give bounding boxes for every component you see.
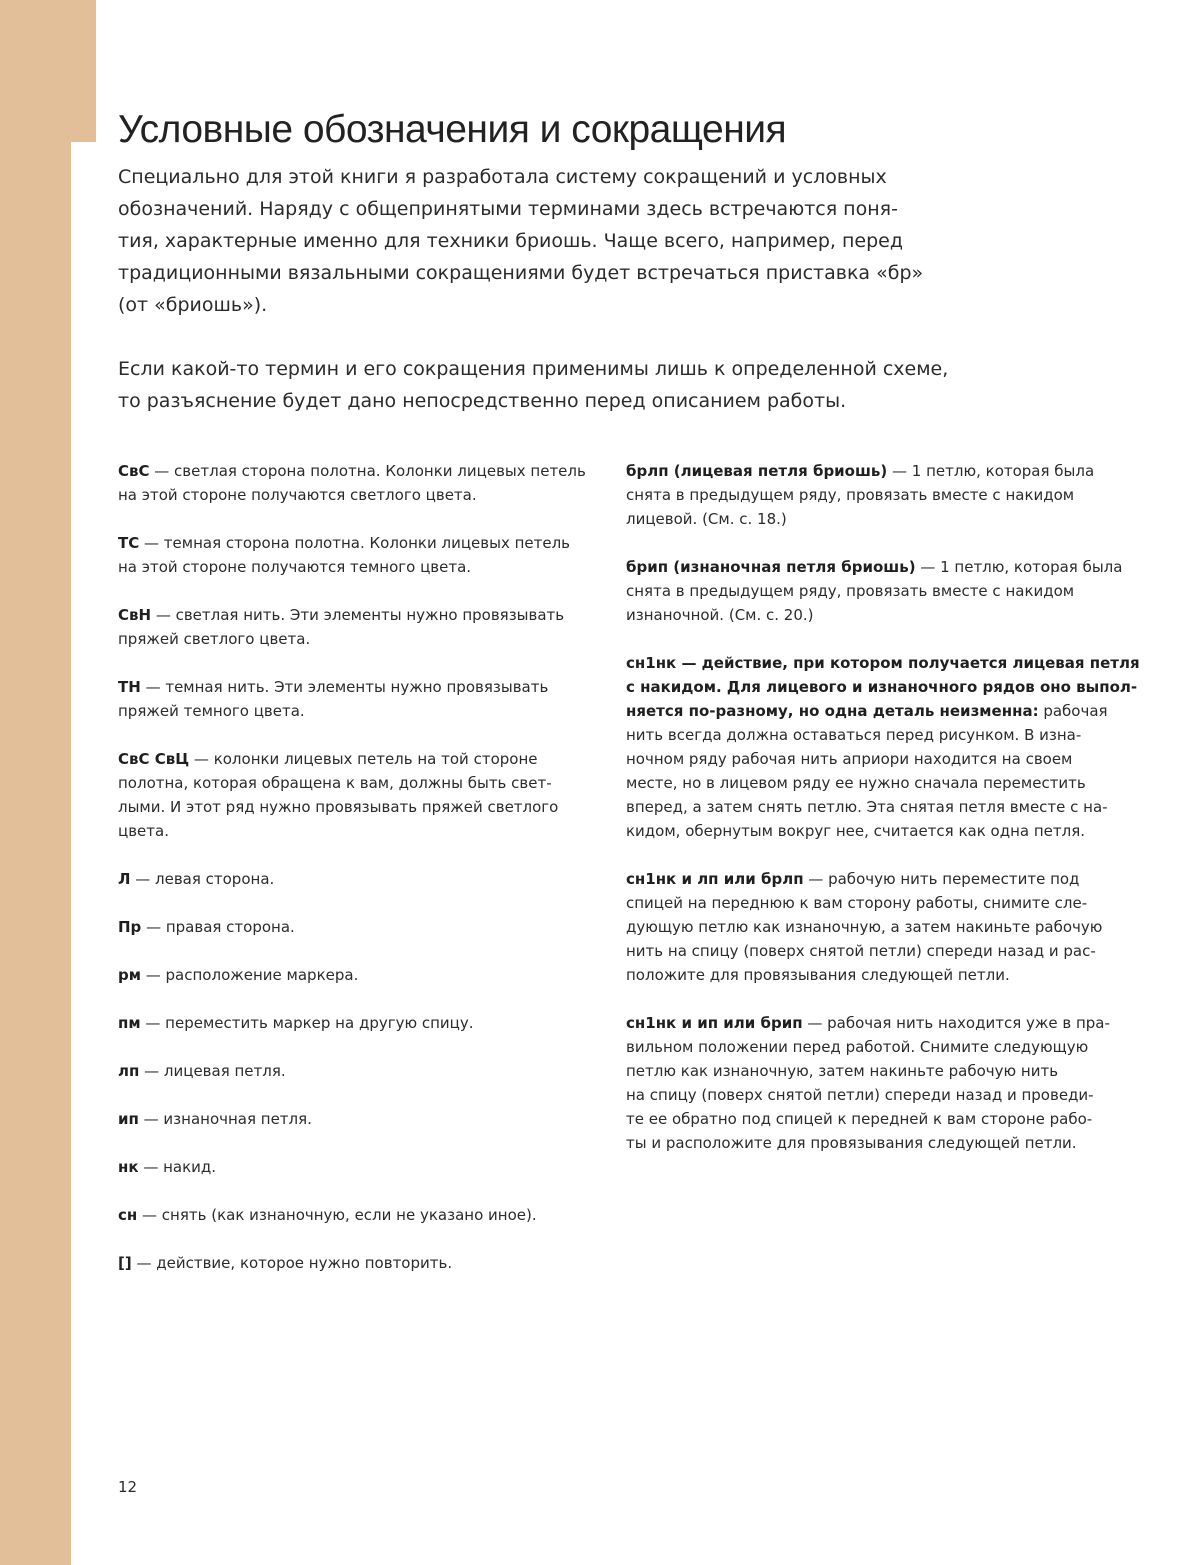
- abbreviation-term: сн: [118, 1206, 138, 1224]
- text-line: дующую петлю как изнаночную, а затем накиньте рабочую: [626, 918, 1103, 936]
- intro-paragraph-2: [118, 353, 949, 417]
- text-line: Специально для этой книги я разработала систему сокращений и условных: [118, 166, 887, 188]
- text-line: ночном ряду рабочая нить априори находится на своем: [626, 750, 1073, 768]
- abbreviation-entry-sn: [118, 1203, 600, 1227]
- abbreviation-definition: — снять (как изнаночную, если не указано иное).: [137, 1206, 537, 1224]
- abbreviation-definition: — светлая сторона полотна. Колонки лицевых петель: [149, 462, 586, 480]
- abbreviation-entry-l: [118, 867, 600, 891]
- text-line: [118, 1011, 600, 1035]
- abbreviation-term: сн1нк и лп или брлп: [626, 870, 804, 888]
- text-line: положите для провязывания следующей петли.: [626, 966, 1010, 984]
- abbreviation-definition: — расположение маркера.: [141, 966, 359, 984]
- text-line: нить на спицу (поверх снятой петли) спереди назад и рас-: [626, 942, 1096, 960]
- text-line: [118, 963, 600, 987]
- text-line: петлю как изнаночную, затем накиньте рабочую нить: [626, 1062, 1059, 1080]
- text-line: месте, но в лицевом ряду ее нужно сначала переместить: [626, 774, 1086, 792]
- abbreviation-entry-brlp: [626, 459, 1108, 531]
- text-line: вильном положении перед работой. Снимите следующую: [626, 1038, 1089, 1056]
- abbreviation-term: сн1нк и ип или брип: [626, 1014, 803, 1032]
- abbreviation-term: ТС: [118, 534, 140, 552]
- abbreviation-definition: — переместить маркер на другую спицу.: [140, 1014, 474, 1032]
- abbreviation-term: лп: [118, 1062, 140, 1080]
- text-line: снята в предыдущем ряду, провязать вместе с накидом: [626, 582, 1075, 600]
- abbreviation-entry-nk: [118, 1155, 600, 1179]
- abbreviation-definition: — левая сторона.: [130, 870, 275, 888]
- text-line: лыми. И этот ряд нужно провязывать пряжей светлого: [118, 798, 559, 816]
- abbreviation-term: рм: [118, 966, 141, 984]
- abbreviation-term: ТН: [118, 678, 141, 696]
- abbreviation-entry-svs-svc: [118, 747, 600, 843]
- abbreviation-term: брлп (лицевая петля бриошь): [626, 462, 888, 480]
- intro-paragraph-1: [118, 161, 938, 321]
- text-line: тия, характерные именно для техники бриошь. Чаще всего, например, перед: [118, 230, 904, 252]
- abbreviation-definition: — изнаночная петля.: [138, 1110, 312, 1128]
- abbreviation-entry-lp: [118, 1059, 600, 1083]
- abbreviation-entry-repeat: [118, 1251, 600, 1275]
- abbreviation-entry-svs: [118, 459, 600, 507]
- abbreviation-entry-sn1nk-lp: [626, 867, 1108, 987]
- text-line: [118, 1203, 600, 1227]
- abbreviation-definition: — колонки лицевых петель на той стороне: [189, 750, 538, 768]
- text-line: обозначений. Наряду с общепринятыми терминами здесь встречаются поня-: [118, 198, 898, 220]
- text-line: [626, 459, 1108, 483]
- text-line: традиционными вязальными сокращениями будет встречаться приставка «бр»: [118, 262, 924, 284]
- abbreviation-entry-sn1nk: [626, 651, 1140, 843]
- intro-text: [118, 161, 949, 417]
- abbreviation-definition: — темная нить. Эти элементы нужно провязывать: [140, 678, 549, 696]
- abbreviation-entry-ip: [118, 1107, 600, 1131]
- text-line: [626, 867, 1108, 891]
- abbreviation-definition: — светлая нить. Эти элементы нужно провязывать: [151, 606, 565, 624]
- abbreviation-definition: — накид.: [138, 1158, 217, 1176]
- abbreviation-entry-svn: [118, 603, 600, 651]
- abbreviation-definition: — действие, которое нужно повторить.: [131, 1254, 453, 1272]
- text-line: [118, 531, 600, 555]
- text-line: на этой стороне получаются светлого цвета.: [118, 486, 477, 504]
- text-line: [118, 459, 600, 483]
- abbreviation-definition: — 1 петлю, которая была: [915, 558, 1123, 576]
- abbreviations-right-column: [626, 459, 1140, 1179]
- text-line: спицей на переднюю к вам сторону работы, снимите сле-: [626, 894, 1088, 912]
- text-line: Если какой-то термин и его сокращения применимы лишь к определенной схеме,: [118, 358, 949, 380]
- abbreviation-entry-ts: [118, 531, 600, 579]
- text-line: те ее обратно под спицей к передней к вам стороне рабо-: [626, 1110, 1093, 1128]
- abbreviation-definition: — лицевая петля.: [139, 1062, 286, 1080]
- text-line: ты и расположите для провязывания следующей петли.: [626, 1134, 1077, 1152]
- text-line: [626, 555, 1123, 579]
- text-line: нить всегда должна оставаться перед рисунком. В изна-: [626, 726, 1082, 744]
- text-line: [118, 1107, 600, 1131]
- text-line: [118, 747, 600, 771]
- text-line: [626, 699, 1108, 723]
- page-title: Условные обозначения и сокращения: [118, 108, 787, 151]
- text-line: [118, 1059, 600, 1083]
- text-line: на этой стороне получаются темного цвета.: [118, 558, 472, 576]
- decorative-top-band: [71, 0, 96, 142]
- text-line: сн1нк — действие, при котором получается лицевая петля: [626, 654, 1140, 672]
- abbreviation-term: СвН: [118, 606, 152, 624]
- abbreviation-term: брип (изнаночная петля бриошь): [626, 558, 916, 576]
- text-line: [118, 675, 600, 699]
- abbreviation-definition: рабочая: [1038, 702, 1108, 720]
- text-line: то разъяснение будет дано непосредственно перед описанием работы.: [118, 390, 847, 412]
- abbreviations-left-column: [118, 459, 600, 1299]
- abbreviation-definition: — рабочая нить находится уже в пра-: [802, 1014, 1110, 1032]
- text-line: пряжей светлого цвета.: [118, 630, 311, 648]
- text-line: пряжей темного цвета.: [118, 702, 305, 720]
- text-line: с накидом. Для лицевого и изнаночного рядов оно выпол-: [626, 678, 1138, 696]
- text-line: [118, 1251, 600, 1275]
- text-line: снята в предыдущем ряду, провязать вместе с накидом: [626, 486, 1075, 504]
- abbreviation-term: СвС СвЦ: [118, 750, 190, 768]
- abbreviation-term: ип: [118, 1110, 139, 1128]
- text-line: полотна, которая обращена к вам, должны быть свет-: [118, 774, 552, 792]
- abbreviation-definition: — темная сторона полотна. Колонки лицевых петель: [139, 534, 571, 552]
- text-line: лицевой. (См. с. 18.): [626, 510, 787, 528]
- abbreviation-term: СвС: [118, 462, 150, 480]
- abbreviation-entry-pm: [118, 1011, 600, 1035]
- abbreviation-definition: — рабочую нить переместите под: [803, 870, 1080, 888]
- abbreviation-term: пм: [118, 1014, 141, 1032]
- abbreviation-entry-brip: [626, 555, 1123, 627]
- abbreviation-entry-rm: [118, 963, 600, 987]
- text-line: [118, 867, 600, 891]
- abbreviation-definition: — правая сторона.: [141, 918, 295, 936]
- decorative-side-band: [0, 0, 71, 1565]
- abbreviation-term: нк: [118, 1158, 139, 1176]
- abbreviation-term: Л: [118, 870, 131, 888]
- abbreviation-term: Пр: [118, 918, 142, 936]
- text-line: [118, 915, 600, 939]
- text-line: цвета.: [118, 822, 169, 840]
- abbreviation-definition: — 1 петлю, которая была: [887, 462, 1095, 480]
- text-line: [118, 603, 600, 627]
- abbreviation-entry-pr: [118, 915, 600, 939]
- abbreviation-entry-tn: [118, 675, 600, 723]
- abbreviation-term: []: [118, 1254, 132, 1272]
- text-line: на спицу (поверх снятой петли) спереди назад и проведи-: [626, 1086, 1094, 1104]
- page-number: 12: [118, 1478, 138, 1496]
- text-line: кидом, обернутым вокруг нее, считается как одна петля.: [626, 822, 1086, 840]
- text-line: [118, 1155, 600, 1179]
- abbreviation-term: няется по-разному, но одна деталь неизменна:: [626, 702, 1039, 720]
- text-line: [626, 1011, 1108, 1035]
- text-line: изнаночной. (См. с. 20.): [626, 606, 814, 624]
- text-line: (от «бриошь»).: [118, 294, 268, 316]
- text-line: вперед, а затем снять петлю. Эта снятая петля вместе с на-: [626, 798, 1108, 816]
- abbreviation-entry-sn1nk-ip: [626, 1011, 1108, 1155]
